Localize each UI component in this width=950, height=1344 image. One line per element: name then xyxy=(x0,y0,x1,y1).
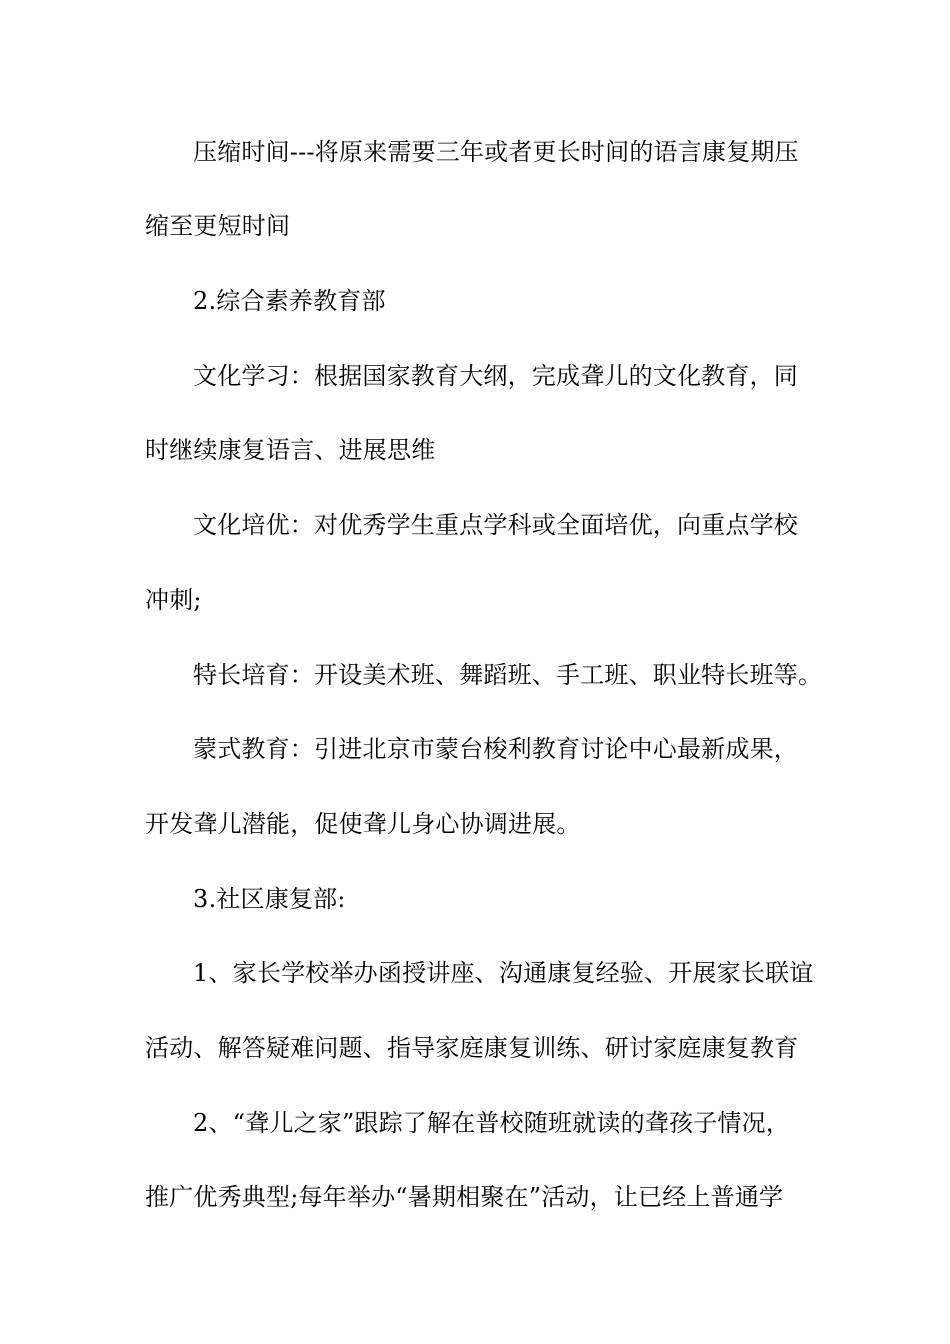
paragraph-line: 1、家长学校举办函授讲座、沟通康复经验、开展家长联谊 xyxy=(193,959,814,987)
paragraph-line: 缩至更短时间 xyxy=(145,212,291,240)
paragraph-line: 活动、解答疑难问题、指导家庭康复训练、研讨家庭康复教育 xyxy=(145,1034,799,1062)
paragraph-line: 开发聋儿潜能，促使聋儿身心协调进展。 xyxy=(145,810,581,838)
paragraph-line: 2、“聋儿之家”跟踪了解在普校随班就读的聋孩子情况， xyxy=(193,1109,791,1137)
paragraph-line: 特长培育：开设美术班、舞蹈班、手工班、职业特长班等。 xyxy=(193,661,823,689)
paragraph-line: 压缩时间---将原来需要三年或者更长时间的语言康复期压 xyxy=(193,138,799,166)
paragraph-line: 冲刺; xyxy=(145,586,202,614)
paragraph-line: 时继续康复语言、进展思维 xyxy=(145,436,436,464)
paragraph-line: 蒙式教育：引进北京市蒙台梭利教育讨论中心最新成果， xyxy=(193,735,798,763)
paragraph-line: 文化学习：根据国家教育大纲，完成聋儿的文化教育，同 xyxy=(193,362,798,390)
paragraph-line: 文化培优：对优秀学生重点学科或全面培优，向重点学校 xyxy=(193,511,798,539)
section-heading: 2.综合素养教育部 xyxy=(193,287,386,315)
paragraph-line: 推广优秀典型;每年举办“暑期相聚在”活动，让已经上普通学 xyxy=(145,1183,784,1211)
section-heading: 3.社区康复部: xyxy=(193,885,346,913)
